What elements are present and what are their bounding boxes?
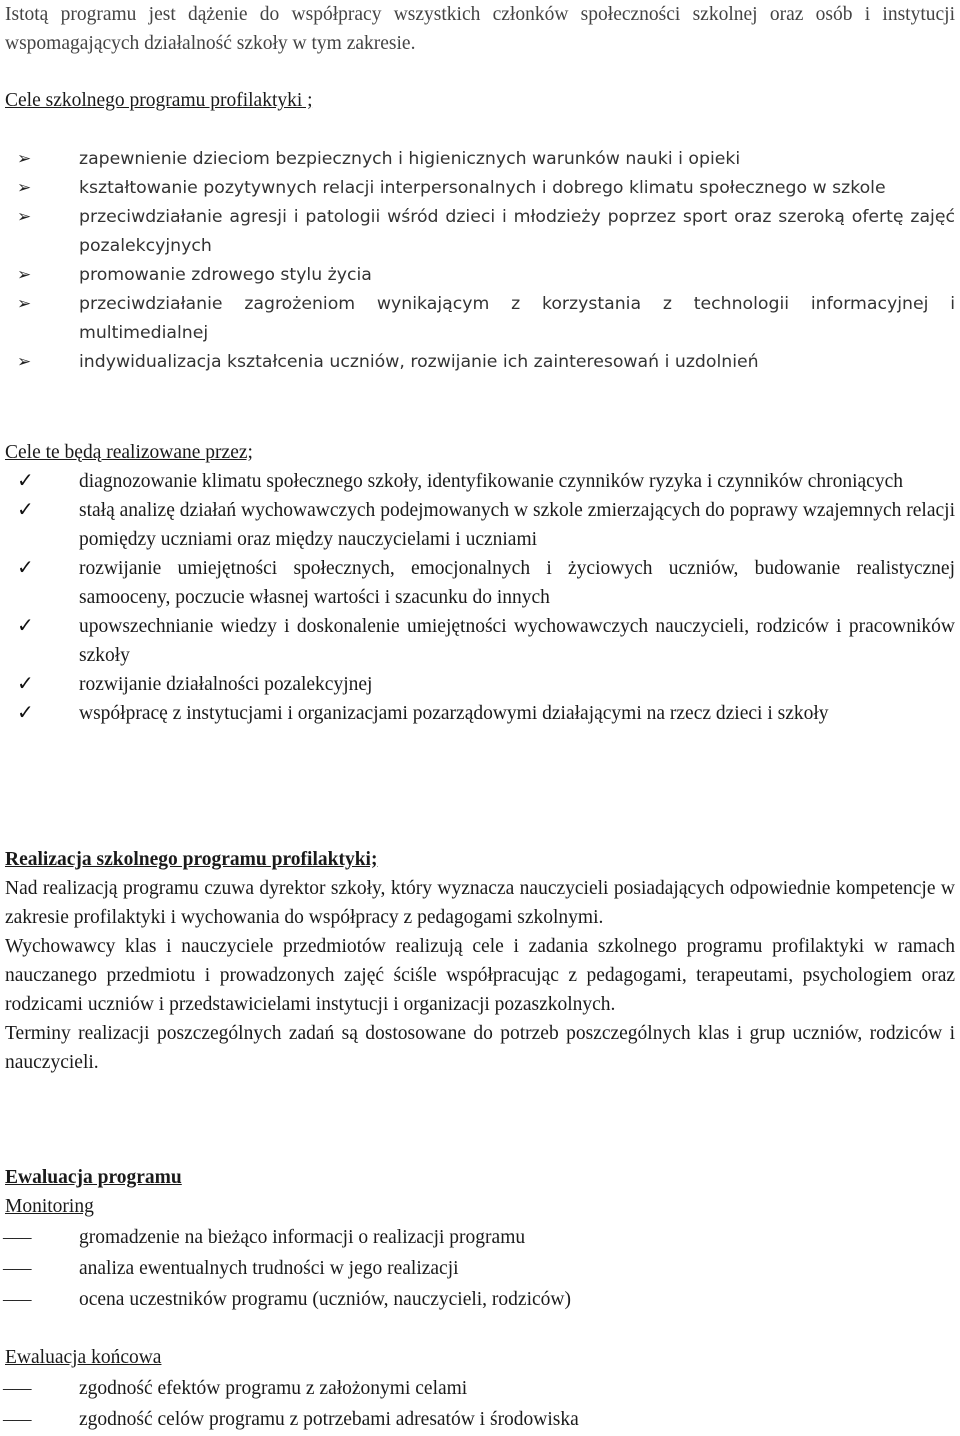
final-evaluation-heading: Ewaluacja końcowa: [5, 1347, 162, 1368]
list-item: ➢ przeciwdziałanie zagrożeniom wynikającym z korzystania z technologii informacyjnej i multimedialnej: [5, 290, 955, 348]
checkmark-icon: ✓: [17, 615, 34, 637]
methods-heading: Cele te będą realizowane przez;: [5, 442, 253, 463]
evaluation-heading: Ewaluacja programu: [5, 1167, 182, 1188]
list-item: ✓ współpracę z instytucjami i organizacjami pozarządowymi działającymi na rzecz dzieci i szkoły: [5, 699, 955, 728]
dash-icon: –––: [3, 1289, 32, 1310]
realization-paragraph: Nad realizacją programu czuwa dyrektor szkoły, który wyznacza nauczycieli posiadających odpowiednie kompetencje w zakresie profilaktyki i wychowania do współpracy z pedagogami szkolnymi.: [5, 878, 955, 928]
checkmark-icon: ✓: [17, 557, 34, 579]
list-item: ➢ kształtowanie pozytywnych relacji interpersonalnych i dobrego klimatu społecznego w szkole: [5, 174, 955, 203]
arrow-bullet-icon: ➢: [17, 149, 32, 169]
goals-list: [5, 145, 955, 377]
realization-paragraph: Wychowawcy klas i nauczyciele przedmiotów realizują cele i zadania szkolnego programu profilaktyki w ramach nauczanego przedmiotu i prowadzonych zajęć ściśle współpracując z pedagogami, terapeutami, psychologiem oraz rodzicami uczniów i przedstawicielami instytucji i organizacji pozaszkolnych.: [5, 936, 955, 1015]
list-item: ➢ indywidualizacja kształcenia uczniów, rozwijanie ich zainteresowań i uzdolnień: [5, 348, 955, 377]
list-item: ✓ stałą analizę działań wychowawczych podejmowanych w szkole zmierzających do poprawy wzajemnych relacji pomiędzy uczniami oraz między nauczycielami i uczniami: [5, 496, 955, 554]
realization-heading: Realizacja szkolnego programu profilaktyki;: [5, 849, 378, 870]
dash-icon: –––: [3, 1378, 32, 1399]
list-item: ––– zgodność efektów programu z założonymi celami: [5, 1373, 955, 1404]
list-item: ➢ przeciwdziałanie agresji i patologii wśród dzieci i młodzieży poprzez sport oraz szeroką ofertę zajęć pozalekcyjnych: [5, 203, 955, 261]
list-item: ––– ocena uczestników programu (uczniów, nauczycieli, rodziców): [5, 1284, 955, 1315]
arrow-bullet-icon: ➢: [17, 294, 32, 314]
list-item: ✓ rozwijanie umiejętności społecznych, emocjonalnych i życiowych uczniów, budowanie realistycznej samooceny, poczucie własnej wartości i szacunku do innych: [5, 554, 955, 612]
list-item: ✓ diagnozowanie klimatu społecznego szkoły, identyfikowanie czynników ryzyka i czynników chroniących: [5, 467, 955, 496]
checkmark-icon: ✓: [17, 499, 34, 521]
arrow-bullet-icon: ➢: [17, 178, 32, 198]
monitoring-heading: Monitoring: [5, 1196, 94, 1217]
list-item: ➢ promowanie zdrowego stylu życia: [5, 261, 955, 290]
list-item: ––– gromadzenie na bieżąco informacji o realizacji programu: [5, 1222, 955, 1253]
list-item: ✓ upowszechnianie wiedzy i doskonalenie umiejętności wychowawczych nauczycieli, rodziców i pracowników szkoły: [5, 612, 955, 670]
dash-icon: –––: [3, 1227, 32, 1248]
monitoring-list: [5, 1222, 955, 1315]
dash-icon: –––: [3, 1409, 32, 1430]
checkmark-icon: ✓: [17, 673, 34, 695]
list-item: ➢ zapewnienie dzieciom bezpiecznych i higienicznych warunków nauki i opieki: [5, 145, 955, 174]
arrow-bullet-icon: ➢: [17, 207, 32, 227]
checkmark-icon: ✓: [17, 470, 34, 492]
methods-list: [5, 467, 955, 728]
list-item: ✓ rozwijanie działalności pozalekcyjnej: [5, 670, 955, 699]
arrow-bullet-icon: ➢: [17, 352, 32, 372]
list-item: ––– zgodność celów programu z potrzebami adresatów i środowiska: [5, 1404, 955, 1435]
final-evaluation-list: [5, 1373, 955, 1435]
list-item: ––– analiza ewentualnych trudności w jego realizacji: [5, 1253, 955, 1284]
realization-body: [5, 874, 955, 1077]
realization-paragraph: Terminy realizacji poszczególnych zadań są dostosowane do potrzeb poszczególnych klas i grup uczniów, rodziców i nauczycieli.: [5, 1023, 955, 1073]
dash-icon: –––: [3, 1258, 32, 1279]
checkmark-icon: ✓: [17, 702, 34, 724]
arrow-bullet-icon: ➢: [17, 265, 32, 285]
goals-heading: Cele szkolnego programu profilaktyki ;: [5, 90, 313, 111]
intro-paragraph: Istotą programu jest dążenie do współpracy wszystkich członków społeczności szkolnej oraz osób i instytucji wspomagających działalność szkoły w tym zakresie.: [5, 4, 955, 54]
